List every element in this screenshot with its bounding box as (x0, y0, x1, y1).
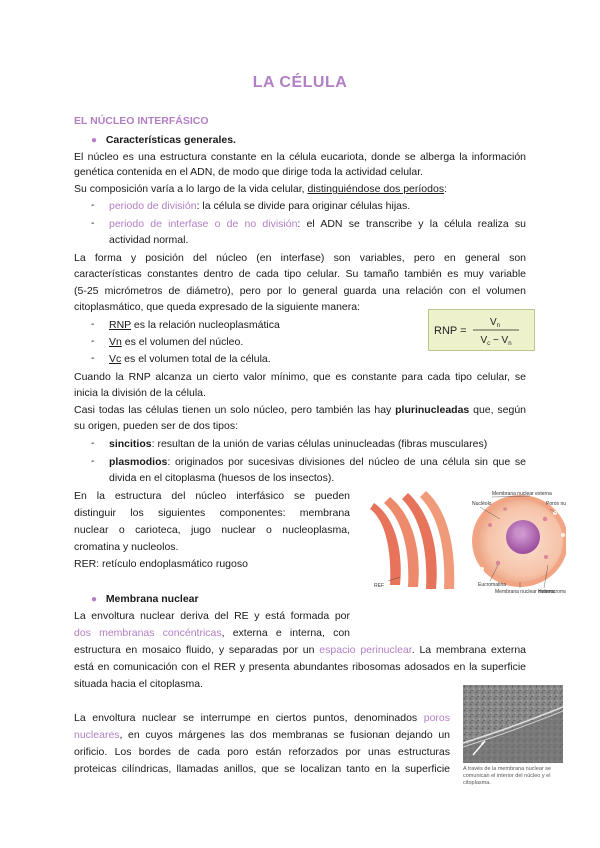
bullet-dot-icon: ● (91, 594, 98, 605)
list-item: plasmodios: originados por sucesivas divisiones del núcleo de una célula sin que se (109, 456, 526, 468)
paragraph-line: (5-25 micrómetros de diámetro), pero por lo general guarda una relación con el volumen (74, 285, 526, 297)
nuclear-pore-micrograph (463, 685, 563, 763)
list-item-continuation: actividad normal. (109, 234, 189, 246)
paragraph-line: inicia la división de la célula. (74, 387, 206, 399)
label-eucromatina: Eucromatina (478, 582, 507, 588)
list-item-continuation: divida en el citoplasma (huesos de los insectos). (109, 472, 335, 484)
list-item: periodo de división: la célula se divide para originar células hijas. (109, 200, 411, 212)
rnp-formula (429, 310, 534, 350)
label-rer: REF (374, 583, 384, 589)
svg-text:Vn: $V_n$ (489, 317, 501, 329)
label-heterocromatina: Heterocroma (538, 589, 566, 593)
list-item: periodo de interfase o de no división: el ADN se transcribe y la célula realiza su (109, 218, 526, 230)
paragraph-line: La forma y posición del núcleo (en interfase) son variables, pero en general son (74, 252, 526, 264)
page-title: LA CÉLULA (252, 74, 348, 91)
paragraph-line: situada hacia el citoplasma. (74, 678, 203, 690)
section-title: EL NÚCLEO INTERFÁSICO (74, 115, 209, 127)
dash-bullet: - (91, 437, 95, 449)
bullet-dot-icon: ● (91, 135, 98, 146)
paragraph-line: proteicas cilíndricas, llamadas anillos, que se localizan tanto en la superficie (74, 763, 450, 775)
paragraph-line: nuclear o carioteca, jugo nuclear o nucleoplasma, (74, 524, 350, 536)
bullet-heading-caracteristicas: ● Características generales. (91, 134, 236, 146)
svg-text:Vc − Vn: $V_c - V_n$ (480, 335, 512, 347)
list-item: RNP es la relación nucleoplasmática (109, 319, 280, 331)
dash-bullet: - (91, 217, 95, 229)
paragraph-line: Cuando la RNP alcanza un cierto valor mínimo, que es constante para cada tipo celular, se (74, 371, 526, 383)
dash-bullet: - (91, 199, 95, 211)
paragraph-line: La envoltura nuclear se interrumpe en ciertos puntos, denominados poros (74, 712, 450, 724)
label-poros: Poros nu (546, 501, 566, 507)
paragraph-line: El núcleo es una estructura constante en la célula eucariota, donde se alberga la información (74, 151, 526, 163)
label-nucleolo: Nucléolo (472, 501, 492, 507)
paragraph-line: distinguir los siguientes componentes: membrana (74, 507, 350, 519)
paragraph-line: RER: retículo endoplasmático rugoso (74, 558, 248, 570)
list-item: Vc es el volumen total de la célula. (109, 353, 271, 365)
paragraph-line: características constantes dentro de cada tipo celular. Su tamaño también es muy variable (74, 268, 526, 280)
nucleus-illustration (370, 485, 566, 593)
dash-bullet: - (91, 352, 95, 364)
label-membrana-interna: Membrana nuclear externa (495, 589, 555, 593)
svg-text:RNP =: RNP = (434, 325, 467, 337)
bullet-heading-membrana: ● Membrana nuclear (91, 593, 199, 605)
dash-bullet: - (91, 318, 95, 330)
paragraph-line: Su composición varía a lo largo de la vida celular, distinguiéndose dos períodos: (74, 183, 447, 195)
list-item: Vn es el volumen del núcleo. (109, 336, 244, 348)
rnp-formula-box (428, 309, 535, 351)
list-item: sincitios: resultan de la unión de varias células uninucleadas (fibras musculares) (109, 438, 488, 450)
micrograph-caption: A través de la membrana nuclear se comunican el interior del núcleo y el citoplasma. (463, 766, 552, 786)
micrograph-image (463, 685, 563, 763)
paragraph-line: genética contenida en el ADN, de modo que dirige toda la actividad celular. (74, 166, 424, 178)
paragraph-line: estructura en mosaico fluido, y separadas por un espacio perinuclear. La membrana externa (74, 644, 527, 656)
paragraph-line: está en comunicación con el RER y presenta abundantes ribosomas adosados en la superficie (74, 661, 526, 673)
dash-bullet: - (91, 455, 95, 467)
paragraph-line: Casi todas las células tienen un solo núcleo, pero también las hay plurinucleadas que, según (74, 404, 526, 416)
dash-bullet: - (91, 335, 95, 347)
paragraph-line: nucleares, en cuyos márgenes las dos membranas se fusionan dejando un (74, 729, 450, 741)
paragraph-line: dos membranas concéntricas, externa e interna, con (74, 627, 350, 639)
label-membrana-externa: Membrana nuclear externa (492, 491, 552, 497)
paragraph-line: citoplasmático, que queda expresado de la siguiente manera: (74, 301, 361, 313)
paragraph-line: cromatina y nucleolos. (74, 541, 179, 553)
paragraph-line: En la estructura del núcleo interfásico se pueden (74, 490, 350, 502)
paragraph-line: orificio. Los bordes de cada poro están reforzados por unas estructuras (74, 746, 450, 758)
paragraph-line: La envoltura nuclear deriva del RE y está formada por (74, 610, 350, 622)
nucleus-diagram (370, 485, 566, 593)
paragraph-line: su origen, pueden ser de dos tipos: (74, 420, 239, 432)
